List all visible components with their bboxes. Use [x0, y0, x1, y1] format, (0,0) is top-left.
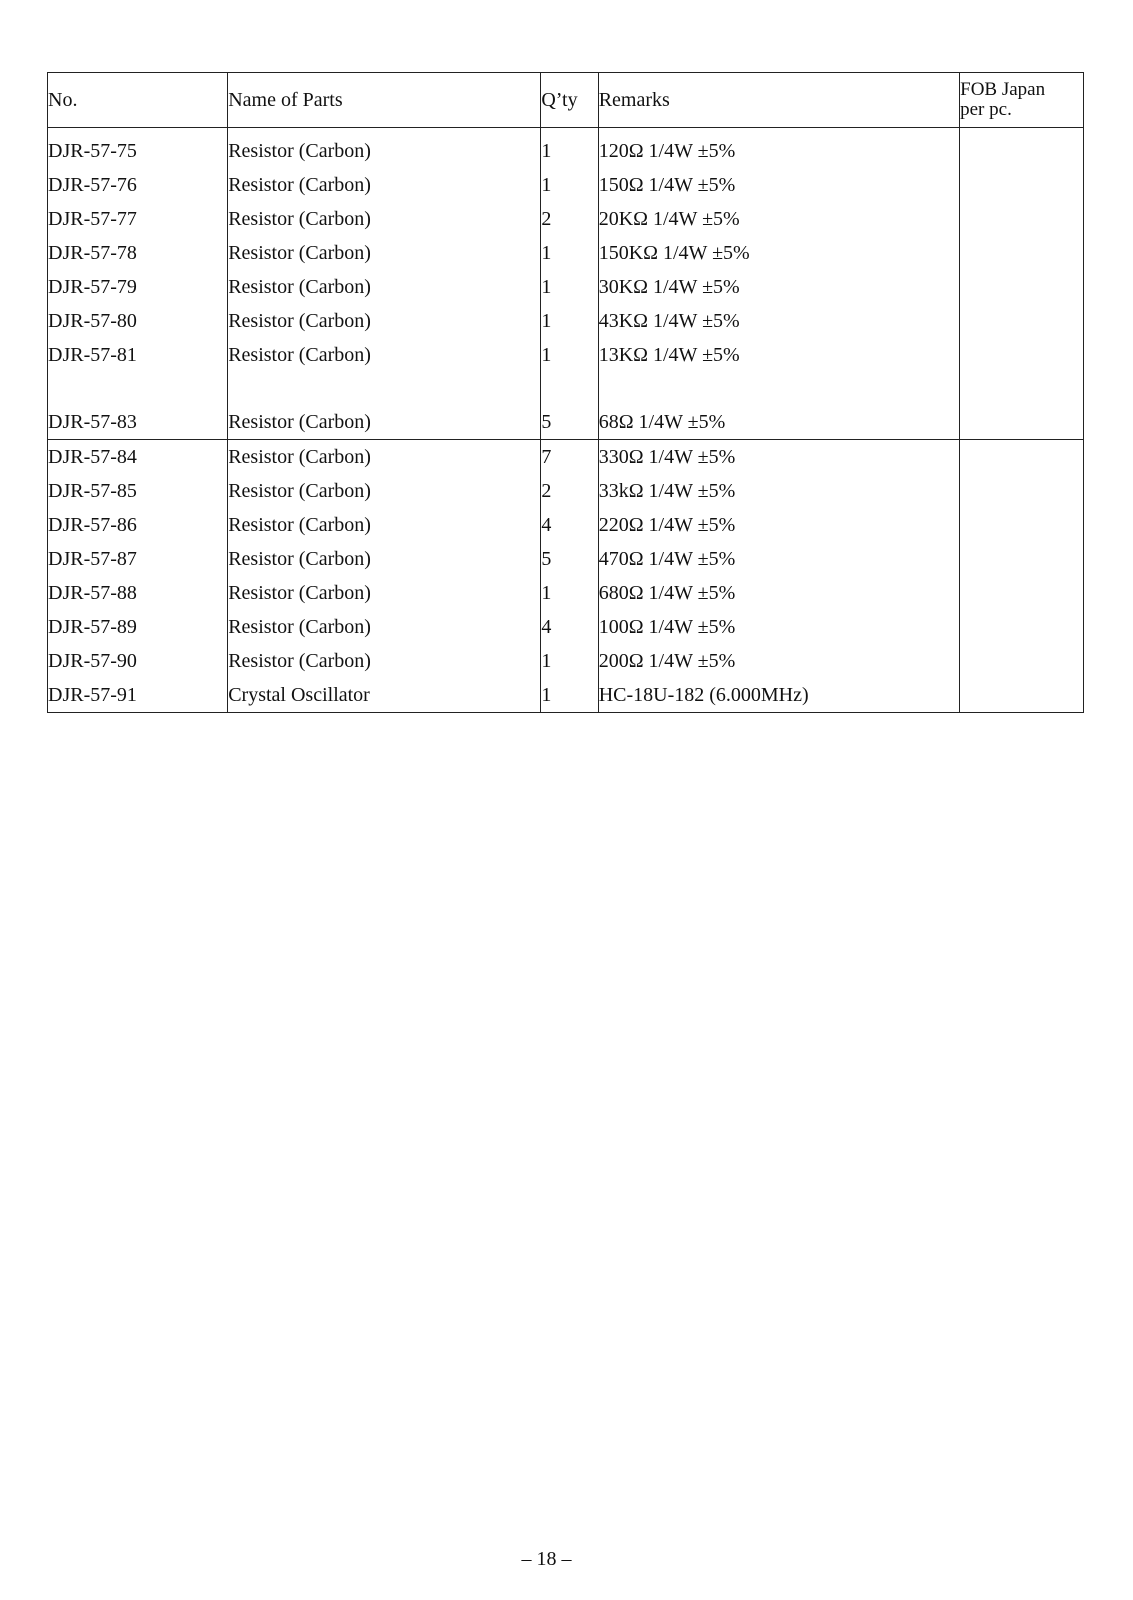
- header-fob-line1: FOB Japan: [960, 79, 1046, 101]
- part-remarks: 330Ω 1/4W ±5%: [598, 440, 959, 475]
- part-name: Resistor (Carbon): [228, 270, 541, 304]
- part-number: DJR-57-80: [48, 304, 228, 338]
- part-number: DJR-57-87: [48, 542, 228, 576]
- part-price: [960, 168, 1084, 202]
- part-price: [960, 128, 1084, 169]
- part-quantity: 4: [541, 508, 598, 542]
- part-price: [960, 508, 1084, 542]
- part-name: Resistor (Carbon): [228, 304, 541, 338]
- part-price: [960, 576, 1084, 610]
- part-number: DJR-57-90: [48, 644, 228, 678]
- part-number: DJR-57-86: [48, 508, 228, 542]
- header-fob-price: [960, 73, 1084, 128]
- table-row: [48, 202, 1084, 236]
- part-number: DJR-57-88: [48, 576, 228, 610]
- part-name: Resistor (Carbon): [228, 474, 541, 508]
- table-row: [48, 304, 1084, 338]
- page-number: – 18 –: [521, 1548, 572, 1570]
- part-number: DJR-57-76: [48, 168, 228, 202]
- table-row: [48, 678, 1084, 713]
- part-price: [960, 610, 1084, 644]
- part-price: [960, 202, 1084, 236]
- part-quantity: 5: [541, 542, 598, 576]
- part-remarks: 43KΩ 1/4W ±5%: [598, 304, 959, 338]
- part-remarks: 33kΩ 1/4W ±5%: [598, 474, 959, 508]
- header-quantity: Q’ty: [541, 73, 598, 128]
- part-name: Resistor (Carbon): [228, 508, 541, 542]
- part-price: [960, 542, 1084, 576]
- part-name: Resistor (Carbon): [228, 405, 541, 440]
- part-name: Resistor (Carbon): [228, 644, 541, 678]
- part-number: DJR-57-77: [48, 202, 228, 236]
- part-quantity: 2: [541, 474, 598, 508]
- part-remarks: 680Ω 1/4W ±5%: [598, 576, 959, 610]
- part-remarks: 150KΩ 1/4W ±5%: [598, 236, 959, 270]
- table-row: [48, 236, 1084, 270]
- part-remarks: 150Ω 1/4W ±5%: [598, 168, 959, 202]
- part-remarks: 100Ω 1/4W ±5%: [598, 610, 959, 644]
- table-header-row: [48, 73, 1084, 128]
- part-price: [960, 405, 1084, 440]
- part-remarks: HC-18U-182 (6.000MHz): [598, 678, 959, 713]
- part-quantity: 1: [541, 338, 598, 372]
- part-price: [960, 644, 1084, 678]
- part-number: DJR-57-79: [48, 270, 228, 304]
- part-quantity: 1: [541, 128, 598, 169]
- part-name: Resistor (Carbon): [228, 168, 541, 202]
- part-price: [960, 678, 1084, 713]
- part-remarks: 120Ω 1/4W ±5%: [598, 128, 959, 169]
- parts-list-table: [47, 72, 1084, 713]
- part-quantity: 7: [541, 440, 598, 475]
- blank-row: [48, 372, 1084, 405]
- part-quantity: 1: [541, 236, 598, 270]
- part-price: [960, 338, 1084, 372]
- part-price: [960, 270, 1084, 304]
- part-name: Resistor (Carbon): [228, 338, 541, 372]
- table-row: [48, 168, 1084, 202]
- header-fob-line2: per pc.: [960, 99, 1012, 120]
- part-quantity: 1: [541, 678, 598, 713]
- part-quantity: 1: [541, 576, 598, 610]
- header-no: No.: [48, 73, 228, 128]
- part-name: Resistor (Carbon): [228, 202, 541, 236]
- part-quantity: 1: [541, 270, 598, 304]
- table-row: [48, 542, 1084, 576]
- table-row: [48, 405, 1084, 440]
- part-remarks: 30KΩ 1/4W ±5%: [598, 270, 959, 304]
- table-row: [48, 440, 1084, 475]
- part-number: DJR-57-83: [48, 405, 228, 440]
- part-quantity: 5: [541, 405, 598, 440]
- part-remarks: 200Ω 1/4W ±5%: [598, 644, 959, 678]
- part-name: Resistor (Carbon): [228, 542, 541, 576]
- part-quantity: 1: [541, 168, 598, 202]
- part-price: [960, 304, 1084, 338]
- part-name: Resistor (Carbon): [228, 236, 541, 270]
- part-number: DJR-57-84: [48, 440, 228, 475]
- part-number: DJR-57-75: [48, 128, 228, 169]
- part-remarks: 220Ω 1/4W ±5%: [598, 508, 959, 542]
- part-name: Resistor (Carbon): [228, 576, 541, 610]
- header-name-of-parts: Name of Parts: [228, 73, 541, 128]
- part-number: DJR-57-81: [48, 338, 228, 372]
- part-name: Resistor (Carbon): [228, 440, 541, 475]
- table-row: [48, 576, 1084, 610]
- header-remarks: Remarks: [598, 73, 959, 128]
- part-quantity: 4: [541, 610, 598, 644]
- part-name: Resistor (Carbon): [228, 610, 541, 644]
- part-quantity: 2: [541, 202, 598, 236]
- part-remarks: 13KΩ 1/4W ±5%: [598, 338, 959, 372]
- table-row: [48, 474, 1084, 508]
- part-price: [960, 236, 1084, 270]
- part-number: DJR-57-78: [48, 236, 228, 270]
- part-remarks: 68Ω 1/4W ±5%: [598, 405, 959, 440]
- table-row: [48, 610, 1084, 644]
- part-number: DJR-57-85: [48, 474, 228, 508]
- table-row: [48, 508, 1084, 542]
- part-remarks: 470Ω 1/4W ±5%: [598, 542, 959, 576]
- table-row: [48, 338, 1084, 372]
- part-quantity: 1: [541, 304, 598, 338]
- part-price: [960, 440, 1084, 475]
- table-row: [48, 644, 1084, 678]
- part-remarks: 20KΩ 1/4W ±5%: [598, 202, 959, 236]
- table-row: [48, 128, 1084, 169]
- part-quantity: 1: [541, 644, 598, 678]
- part-price: [960, 474, 1084, 508]
- part-name: Crystal Oscillator: [228, 678, 541, 713]
- part-name: Resistor (Carbon): [228, 128, 541, 169]
- part-number: DJR-57-91: [48, 678, 228, 713]
- table-row: [48, 270, 1084, 304]
- part-number: DJR-57-89: [48, 610, 228, 644]
